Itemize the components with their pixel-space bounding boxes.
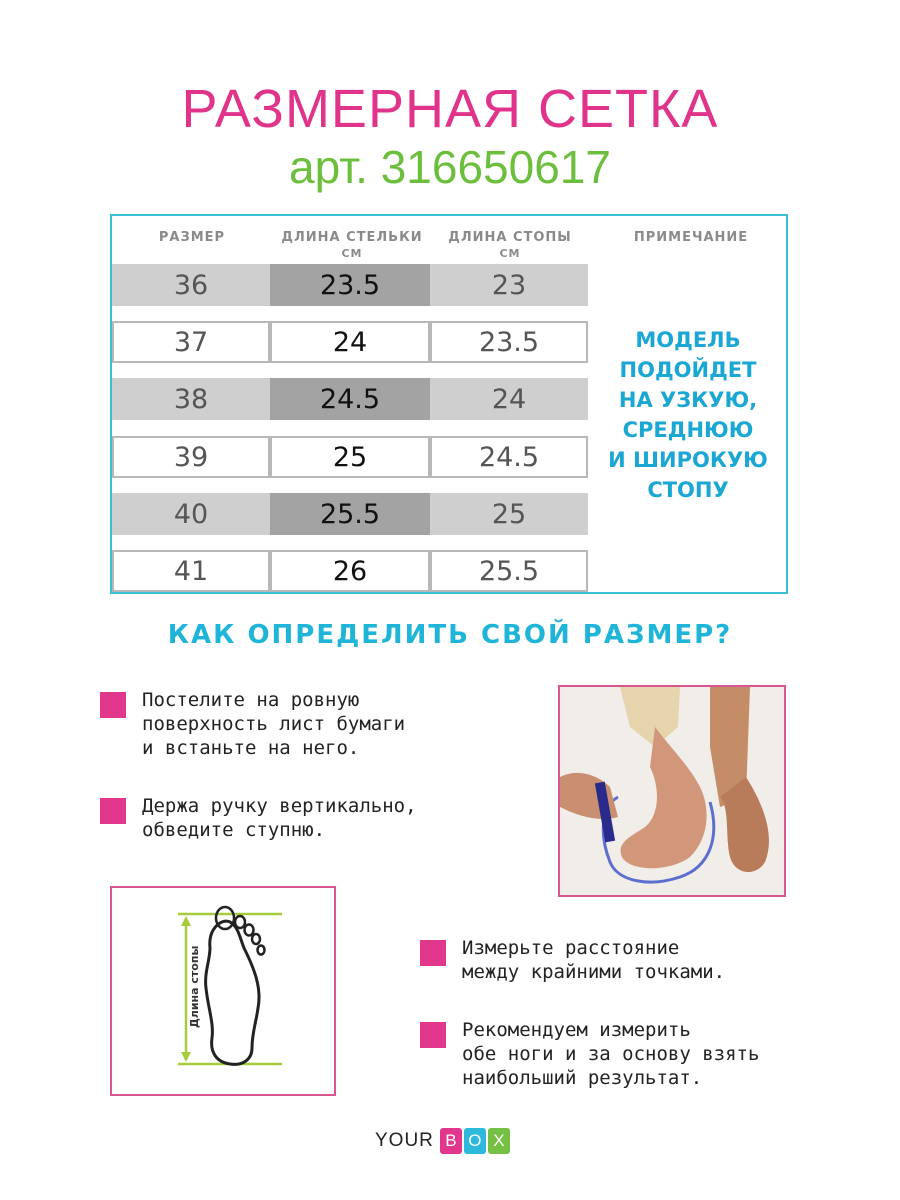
bullet-square-icon [100,692,126,718]
table-note-line: НА УЗКУЮ, [618,388,758,412]
cell-insole-length: 24 [270,321,430,363]
step-4-text [462,1018,759,1090]
column-header-foot-label: ДЛИНА СТОПЫ [448,230,572,245]
step-text-line: Держа ручку вертикально, [142,795,417,817]
how-to-title: КАК ОПРЕДЕЛИТЬ СВОЙ РАЗМЕР? [167,620,733,650]
cell-size: 37 [112,321,270,363]
bullet-square-icon [100,798,126,824]
bullet-square-icon [420,940,446,966]
column-header-foot-unit: СМ [499,247,521,260]
cell-foot-length: 25.5 [430,550,588,592]
cell-foot-length: 24.5 [430,436,588,478]
step-text-line: обе ноги и за основу взять [462,1043,760,1065]
cell-size: 39 [112,436,270,478]
column-header-insole [272,230,432,262]
step-1 [100,688,405,760]
foot-outline-icon [112,888,334,1094]
column-header-foot [434,230,586,262]
article-number: арт. 316650617 [289,141,611,193]
column-header-insole-unit: СМ [341,247,363,260]
foot-length-diagram [110,886,336,1096]
cell-size: 36 [112,264,270,306]
step-text-line: Измерьте расстояние [462,937,680,959]
table-note-line: И ШИРОКУЮ [608,448,768,472]
step-text-line: поверхность лист бумаги [142,713,406,735]
column-header-size [132,230,252,246]
bullet-square-icon [420,1022,446,1048]
step-text-line: Рекомендуем измерить [462,1019,691,1041]
logo-prefix: YOUR [375,1130,434,1151]
step-2-text [142,794,417,842]
column-header-note-label: ПРИМЕЧАНИЕ [633,230,749,245]
step-4 [420,1018,759,1090]
foot-length-label: Длина стопы [188,945,201,1028]
column-header-insole-label: ДЛИНА СТЕЛЬКИ [281,230,423,245]
cell-size: 38 [112,378,270,420]
step-text-line: обведите ступню. [142,819,326,841]
step-text-line: между крайними точками. [462,961,726,983]
logo-letter: B [440,1128,462,1154]
foot-tracing-illustration [560,687,784,895]
cell-foot-length: 23.5 [430,321,588,363]
step-1-text [142,688,405,760]
table-note-line: ПОДОЙДЕТ [619,358,757,382]
step-text-line: наибольший результат. [462,1067,703,1089]
step-text-line: Постелите на ровную [142,689,360,711]
cell-size: 41 [112,550,270,592]
column-header-size-label: РАЗМЕР [158,230,226,245]
table-note-line: МОДЕЛЬ [635,328,741,352]
step-3-text [462,936,725,984]
table-note-line: СТОПУ [647,478,729,502]
cell-foot-length: 23 [430,264,588,306]
logo-letter: X [488,1128,510,1154]
column-header-note [602,230,780,246]
table-note [598,325,778,505]
brand-logo [375,1126,510,1156]
logo-box [438,1128,510,1154]
cell-foot-length: 25 [430,493,588,535]
foot-tracing-photo [558,685,786,897]
step-text-line: и встаньте на него. [142,737,360,759]
cell-insole-length: 26 [270,550,430,592]
step-3 [420,936,725,984]
cell-foot-length: 24 [430,378,588,420]
step-2 [100,794,417,842]
table-note-line: СРЕДНЮЮ [622,418,754,442]
cell-size: 40 [112,493,270,535]
logo-letter: O [464,1128,486,1154]
cell-insole-length: 25.5 [270,493,430,535]
cell-insole-length: 24.5 [270,378,430,420]
page-title: РАЗМЕРНАЯ СЕТКА [181,79,719,139]
cell-insole-length: 25 [270,436,430,478]
cell-insole-length: 23.5 [270,264,430,306]
